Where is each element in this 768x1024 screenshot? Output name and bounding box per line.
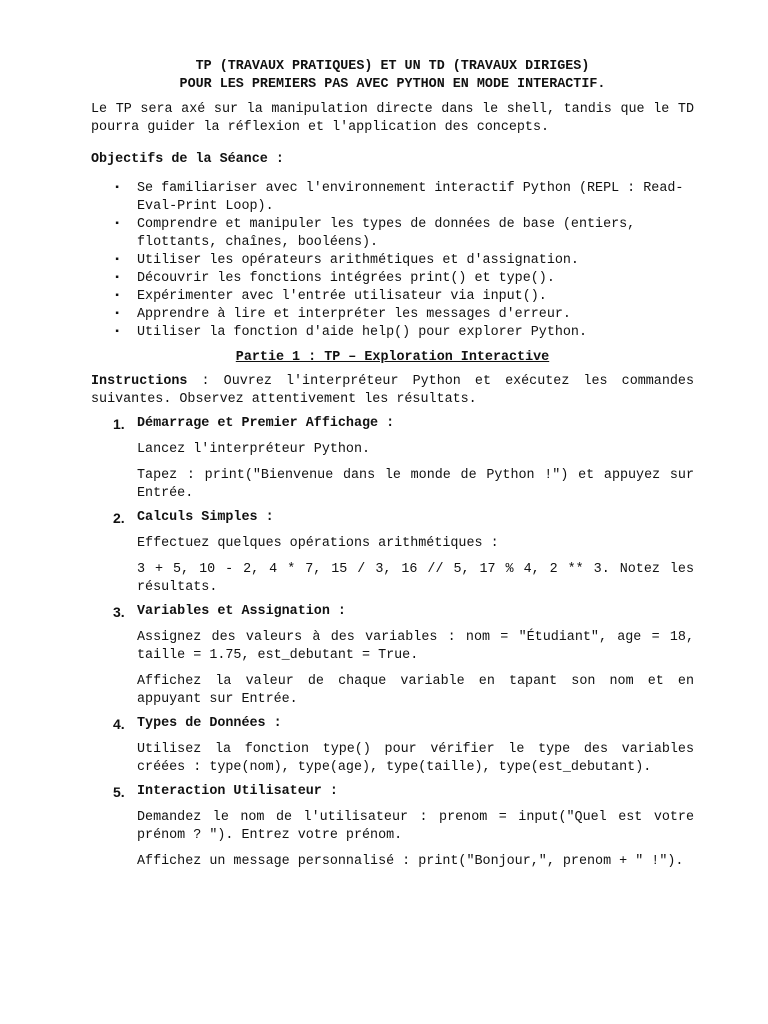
objective-text: Expérimenter avec l'entrée utilisateur via input(). xyxy=(137,289,547,304)
step-item xyxy=(91,415,694,503)
steps-list xyxy=(91,415,694,871)
step-paragraph: Affichez la valeur de chaque variable en tapant son nom et en appuyant sur Entrée. xyxy=(137,674,694,707)
intro-paragraph: Le TP sera axé sur la manipulation directe dans le shell, tandis que le TD pourra guider la réflexion et l'application des concepts. xyxy=(91,102,694,135)
bullet-icon: ▪ xyxy=(114,327,121,338)
step-paragraph: Utilisez la fonction type() pour vérifier le type des variables créées : type(nom), type(age), type(taille), type(est_debutant). xyxy=(137,742,694,775)
objective-text: Découvrir les fonctions intégrées print() et type(). xyxy=(137,271,555,286)
objective-item xyxy=(91,252,694,270)
step-paragraph: Lancez l'interpréteur Python. xyxy=(137,442,371,457)
bullet-icon: ▪ xyxy=(114,273,121,284)
step-paragraph: 3 + 5, 10 - 2, 4 * 7, 15 / 3, 16 // 5, 17 % 4, 2 ** 3. Notez les résultats. xyxy=(137,562,694,595)
objective-text: Se familiariser avec l'environnement interactif Python (REPL : Read-Eval-Print Loop). xyxy=(137,181,684,214)
instructions-paragraph xyxy=(91,373,694,409)
instructions-label: Instructions xyxy=(91,374,188,389)
objective-text: Utiliser la fonction d'aide help() pour explorer Python. xyxy=(137,325,587,340)
title-line-2: POUR LES PREMIERS PAS AVEC PYTHON EN MODE INTERACTIF. xyxy=(179,77,606,92)
objective-item xyxy=(91,324,694,342)
bullet-icon: ▪ xyxy=(114,183,121,194)
instructions-text: : Ouvrez l'interpréteur Python et exécutez les commandes suivantes. Observez attentivement les résultats. xyxy=(91,374,694,407)
step-paragraph: Assignez des valeurs à des variables : nom = "Étudiant", age = 18, taille = 1.75, est_debutant = True. xyxy=(137,630,694,663)
part1-heading: Partie 1 : TP – Exploration Interactive xyxy=(235,350,550,365)
objective-text: Apprendre à lire et interpréter les messages d'erreur. xyxy=(137,307,571,322)
step-item xyxy=(91,783,694,871)
step-title: Calculs Simples : xyxy=(137,510,274,525)
step-number: 4. xyxy=(113,716,125,732)
step-item xyxy=(91,715,694,777)
step-paragraph: Tapez : print("Bienvenue dans le monde de Python !") et appuyez sur Entrée. xyxy=(137,468,694,501)
bullet-icon: ▪ xyxy=(114,255,121,266)
step-number: 1. xyxy=(113,416,125,432)
objectives-heading: Objectifs de la Séance : xyxy=(91,152,284,167)
step-title: Variables et Assignation : xyxy=(137,604,346,619)
title-line-1: TP (TRAVAUX PRATIQUES) ET UN TD (TRAVAUX DIRIGES) xyxy=(195,59,590,74)
bullet-icon: ▪ xyxy=(114,219,121,230)
step-number: 2. xyxy=(113,510,125,526)
objectives-list xyxy=(91,180,694,342)
step-paragraph: Effectuez quelques opérations arithmétiques : xyxy=(137,536,499,551)
step-item xyxy=(91,509,694,597)
step-title: Interaction Utilisateur : xyxy=(137,784,338,799)
objective-item xyxy=(91,180,694,216)
step-item xyxy=(91,603,694,709)
step-title: Types de Données : xyxy=(137,716,282,731)
objective-item xyxy=(91,306,694,324)
objective-text: Utiliser les opérateurs arithmétiques et d'assignation. xyxy=(137,253,579,268)
step-number: 3. xyxy=(113,604,125,620)
bullet-icon: ▪ xyxy=(114,309,121,320)
document-body xyxy=(91,58,694,877)
objective-item xyxy=(91,216,694,252)
objective-item xyxy=(91,270,694,288)
step-paragraph: Affichez un message personnalisé : print("Bonjour,", prenom + " !"). xyxy=(137,854,684,869)
step-paragraph: Demandez le nom de l'utilisateur : prenom = input("Quel est votre prénom ? "). Entrez votre prénom. xyxy=(137,810,694,843)
step-number: 5. xyxy=(113,784,125,800)
bullet-icon: ▪ xyxy=(114,291,121,302)
step-title: Démarrage et Premier Affichage : xyxy=(137,416,395,431)
objective-text: Comprendre et manipuler les types de données de base (entiers, flottants, chaînes, booléens). xyxy=(137,217,636,250)
objective-item xyxy=(91,288,694,306)
